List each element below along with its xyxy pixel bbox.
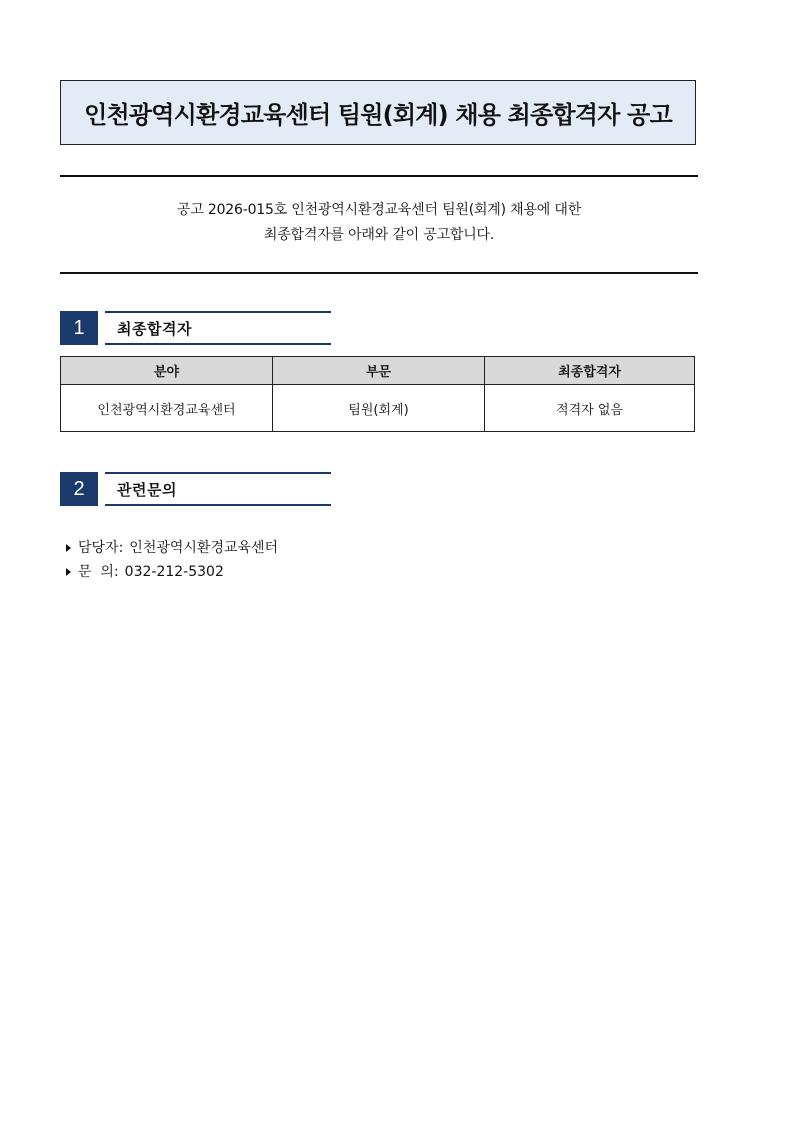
intro-line-2: 최종합격자를 아래와 같이 공고합니다. (263, 227, 495, 243)
table-header-row (61, 357, 695, 385)
intro-line-1: 공고 2026-015호 인천광역시환경교육센터 팀원(회계) 채용에 대한 (176, 202, 582, 218)
bullet-triangle-icon (66, 568, 71, 576)
top-divider (60, 175, 698, 177)
table-cell-division: 팀원(회계) (273, 385, 485, 432)
section-2-number: 2 (60, 472, 98, 506)
section-1-number: 1 (60, 311, 98, 345)
bottom-divider (60, 272, 698, 274)
section-2-title: 관련문의 (117, 480, 177, 499)
contact-manager-value: 인천광역시환경교육센터 (129, 540, 279, 556)
contact-inquiry-label: 문 의: (78, 564, 119, 580)
section-2-title-bar (105, 472, 331, 506)
section-1-title: 최종합격자 (117, 319, 192, 338)
contact-inquiry-row (66, 560, 278, 584)
section-1-header (60, 311, 332, 345)
intro-text (60, 198, 698, 248)
table-cell-field: 인천광역시환경교육센터 (61, 385, 273, 432)
table-header-field: 분야 (61, 357, 273, 385)
final-results-table (60, 356, 695, 432)
section-1-title-bar (105, 311, 331, 345)
contact-inquiry-value: 032-212-5302 (124, 564, 224, 580)
section-2-header (60, 472, 332, 506)
table-header-final-candidate: 최종합격자 (485, 357, 695, 385)
contact-manager-label: 담당자: (78, 540, 124, 556)
bullet-triangle-icon (66, 544, 71, 552)
contact-manager-row (66, 536, 278, 560)
contact-info (66, 536, 278, 584)
table-row (61, 385, 695, 432)
table-cell-final-candidate: 적격자 없음 (485, 385, 695, 432)
notice-title: 인천광역시환경교육센터 팀원(회계) 채용 최종합격자 공고 (84, 101, 672, 129)
table-header-division: 부문 (273, 357, 485, 385)
notice-title-box (60, 80, 696, 145)
